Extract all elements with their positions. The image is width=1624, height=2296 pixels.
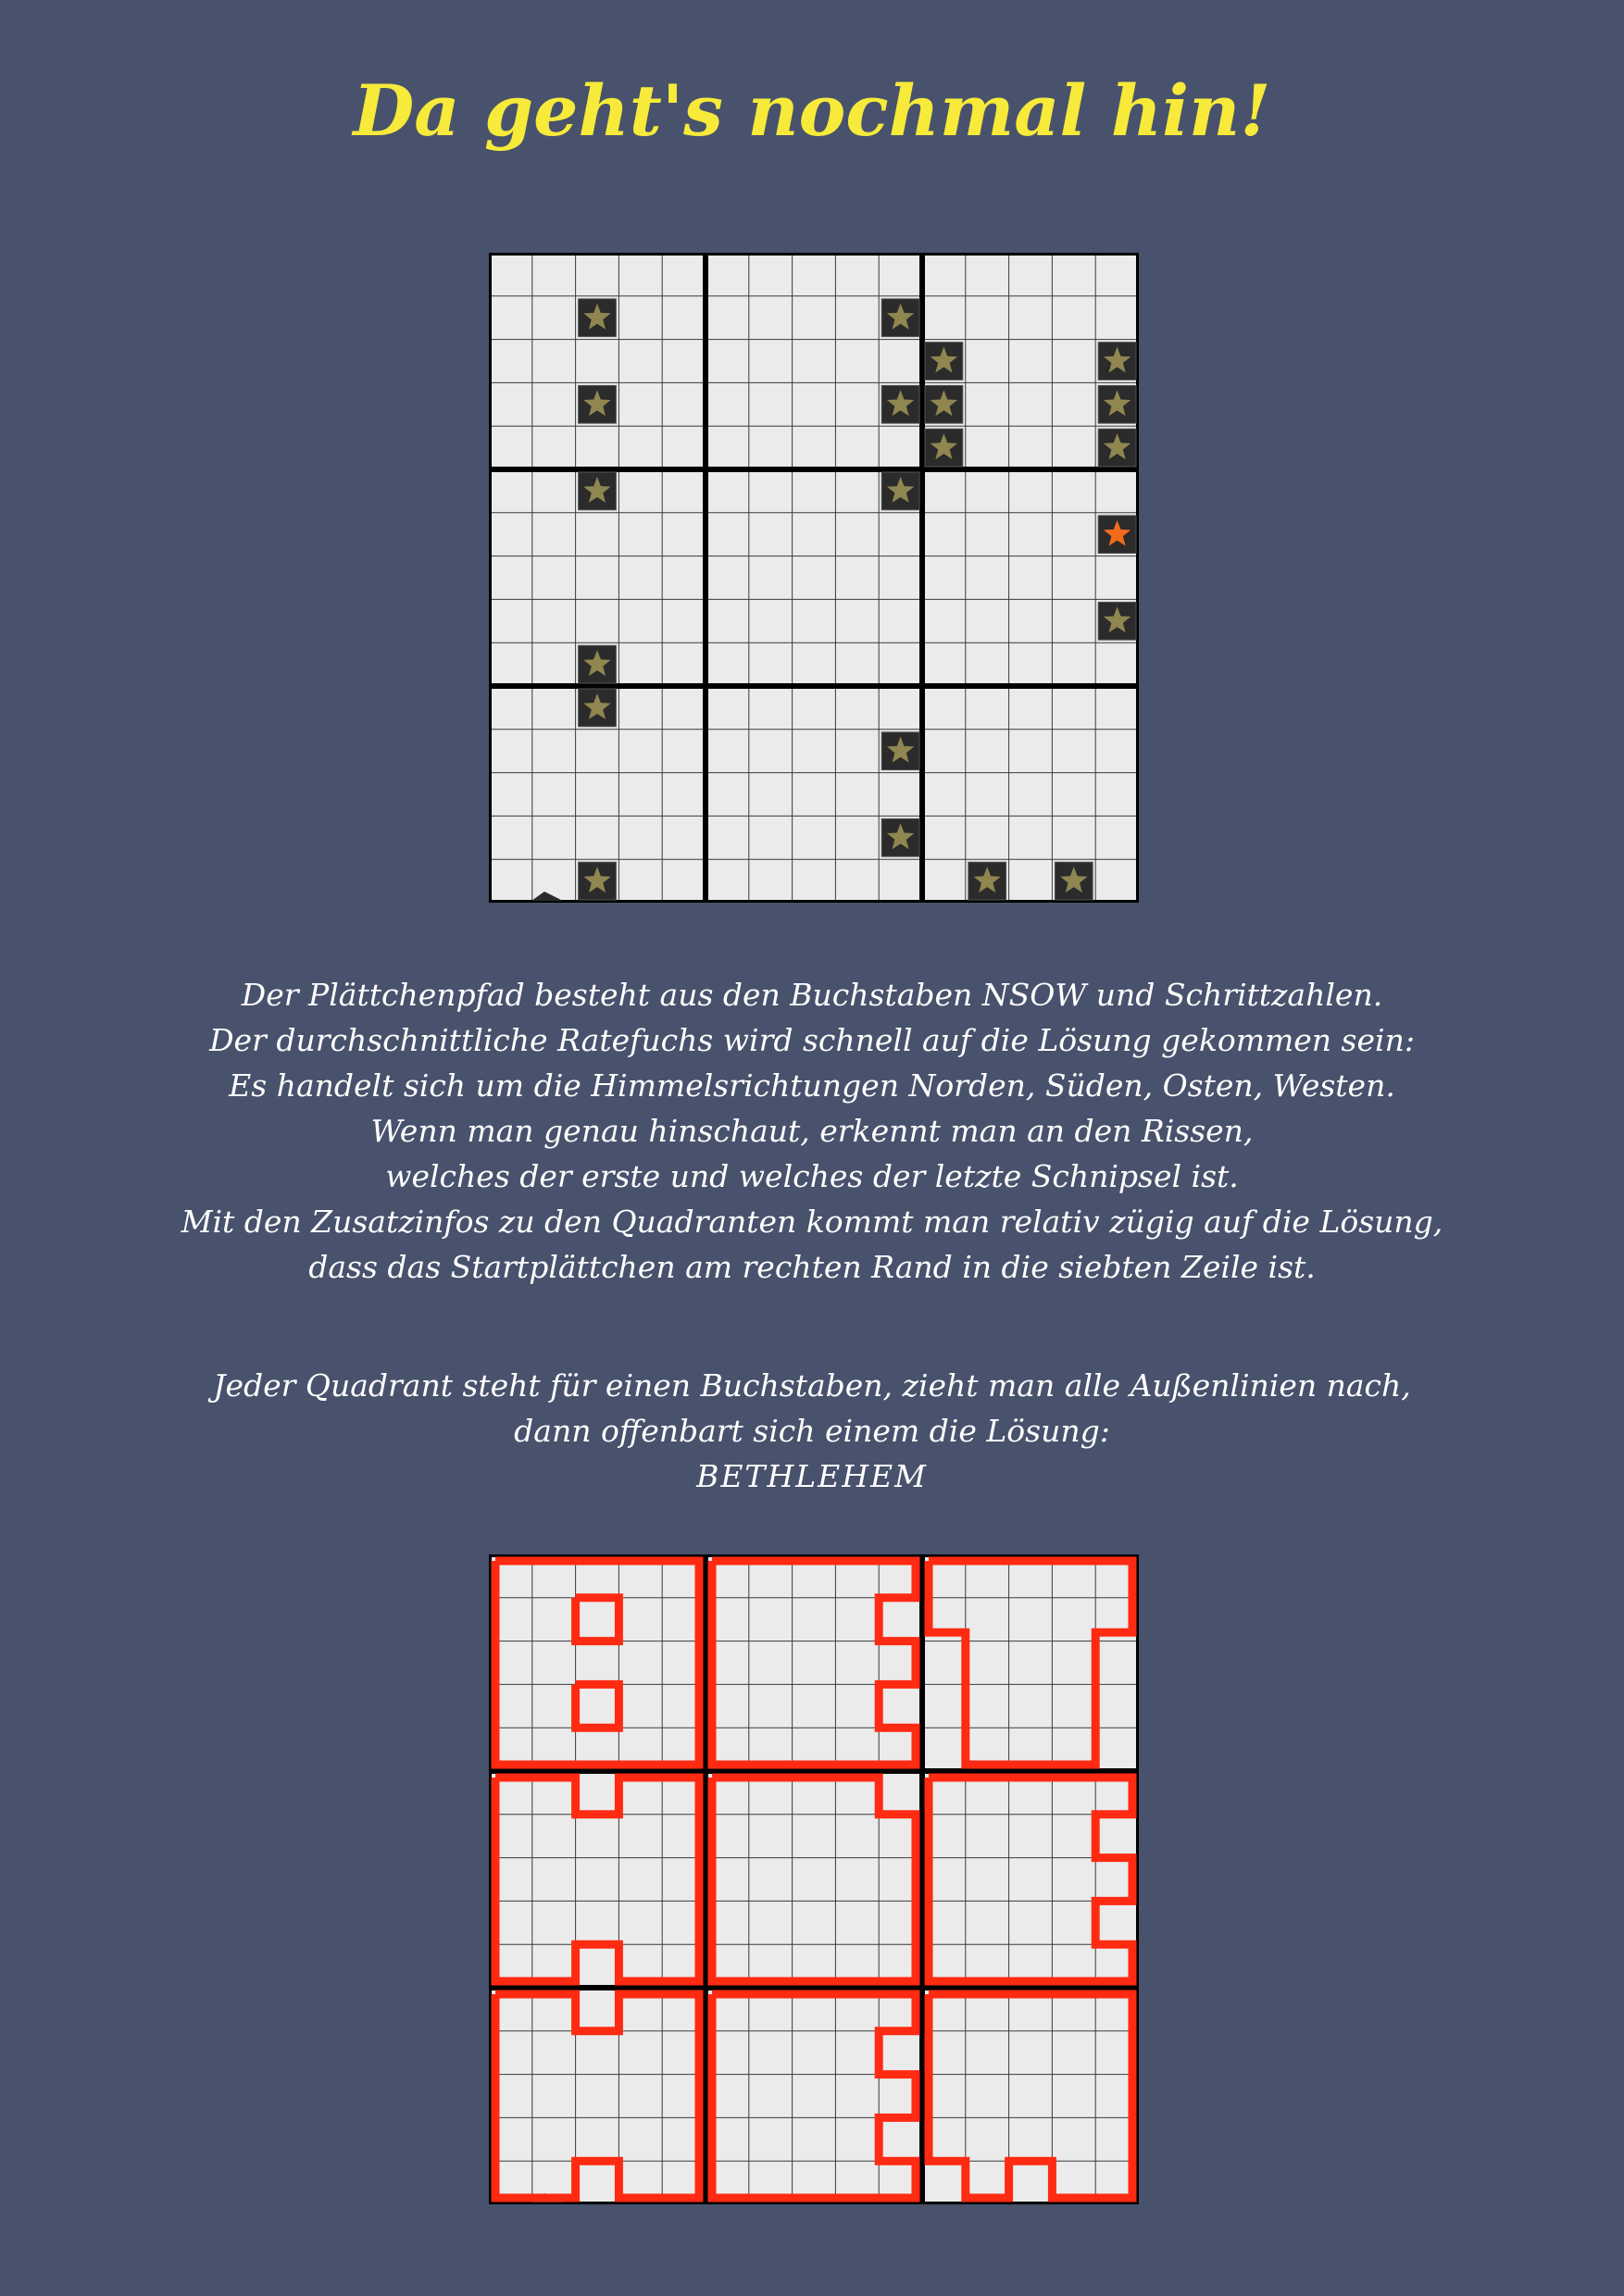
star-tile [579,689,617,727]
star-tile [968,862,1006,900]
solution-word: BETHLEHEM [696,1458,928,1494]
star-tile [881,299,919,337]
star-tile [881,818,919,856]
explanation-line: dass das Startplättchen am rechten Rand in die siebten Zeile ist. [308,1249,1316,1285]
grid-background [489,1554,1139,2204]
explanation-line: Wenn man genau hinschaut, erkennt man an den Rissen, [370,1113,1254,1149]
highlighted-star-tile [1098,516,1136,554]
star-tile [925,429,963,467]
star-tile [925,385,963,423]
star-tile [579,472,617,510]
explanation-line: Der Plättchenpfad besteht aus den Buchstaben NSOW und Schrittzahlen. [241,977,1383,1013]
puzzle-grid [489,253,1139,903]
quadrant-text [0,1363,1624,1499]
star-tile [1098,343,1136,381]
star-tile [1055,862,1093,900]
star-tile [881,472,919,510]
explanation-text [0,972,1624,1290]
star-tile [579,385,617,423]
explanation-line: Es handelt sich um die Himmelsrichtungen Norden, Süden, Osten, Westen. [229,1067,1395,1104]
solution-grid-svg [489,1554,1139,2204]
star-tile [1098,602,1136,640]
page-title: Da geht's nochmal hin! [353,69,1271,152]
quadrant-line: dann offenbart sich einem die Lösung: [514,1413,1110,1449]
star-tile [1098,385,1136,423]
star-tile [579,862,617,900]
star-tile [579,299,617,337]
explanation-line: Der durchschnittliche Ratefuchs wird schnell auf die Lösung gekommen sein: [209,1022,1415,1058]
grid-background [489,253,1139,903]
puzzle-grid-svg [489,253,1139,903]
star-tile [1098,429,1136,467]
explanation-line: welches der erste und welches der letzte Schnipsel ist. [385,1158,1239,1194]
star-tile [579,645,617,683]
explanation-line: Mit den Zusatzinfos zu den Quadranten kommt man relativ zügig auf die Lösung, [181,1204,1443,1240]
quadrant-line: Jeder Quadrant steht für einen Buchstaben, zieht man alle Außenlinien nach, [213,1367,1411,1404]
star-tile [925,343,963,381]
star-tile [881,732,919,770]
solution-grid [489,1554,1139,2204]
star-tile [881,385,919,423]
